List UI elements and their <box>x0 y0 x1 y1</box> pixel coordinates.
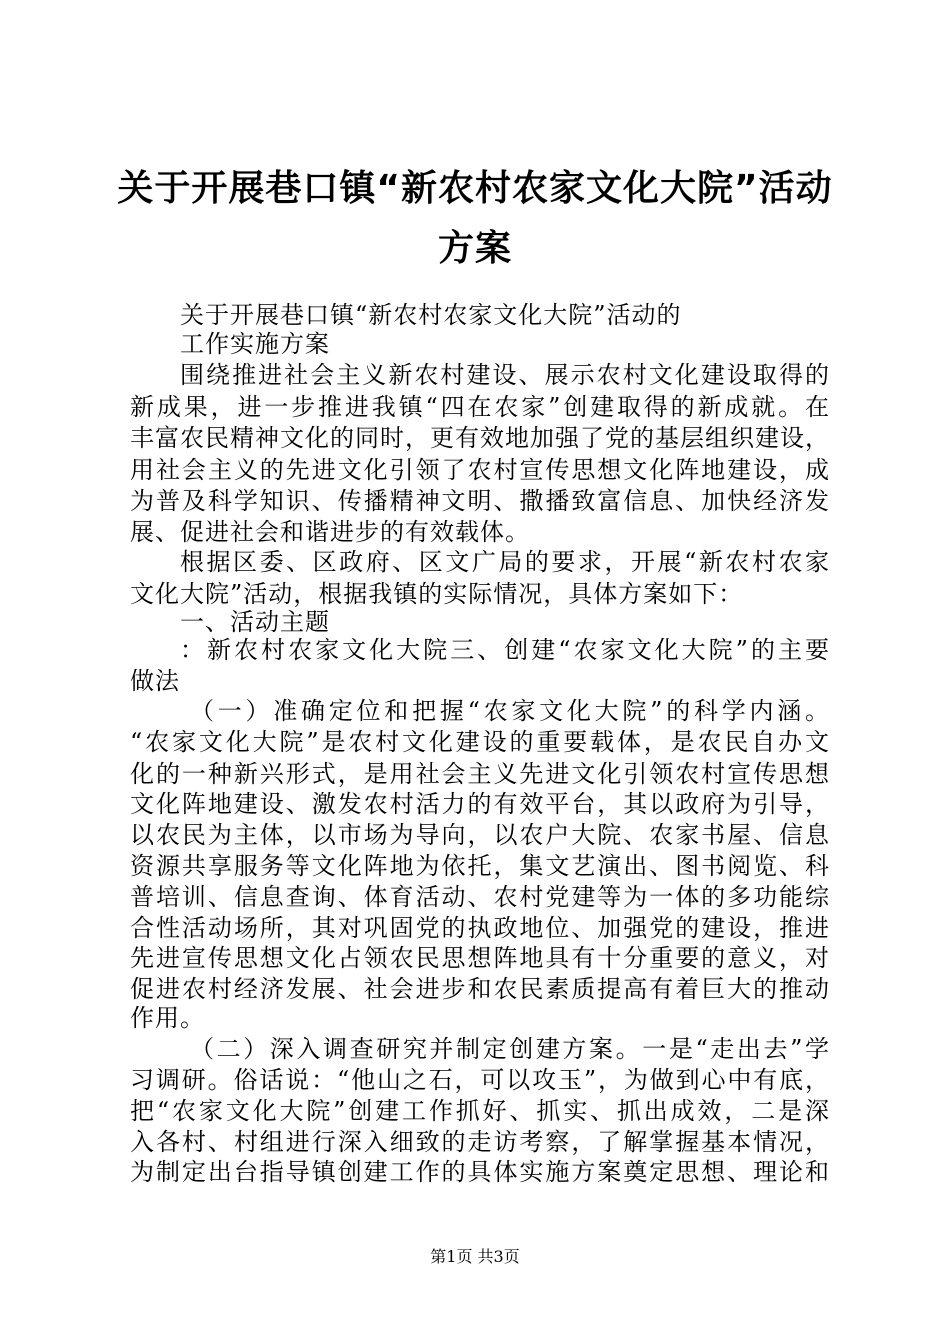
body-text-line: 用社会主义的先进文化引领了农村宣传思想文化阵地建设，成 <box>130 456 830 484</box>
body-text-line: 围绕推进社会主义新农村建设、展示农村文化建设取得的 <box>180 361 830 389</box>
body-text-line: 工作实施方案 <box>180 330 330 358</box>
document-title-line-1: 关于开展巷口镇“新农村农家文化大院”活动 <box>117 168 833 209</box>
body-text-line: 把“农家文化大院”创建工作抓好、抓实、抓出成效，二是深 <box>130 1097 830 1125</box>
body-text-line: 丰富农民精神文化的同时，更有效地加强了党的基层组织建设， <box>130 424 830 452</box>
document-title-line-2: 方案 <box>437 228 512 269</box>
body-text-line: 一、活动主题 <box>180 608 330 636</box>
body-text-line: 文化阵地建设、激发农村活力的有效平台，其以政府为引导， <box>130 790 830 818</box>
body-text-line: ：新农村农家文化大院三、创建“农家文化大院”的主要 <box>180 636 830 664</box>
body-text-line: “农家文化大院”是农村文化建设的重要载体，是农民自办文 <box>130 728 830 756</box>
body-text-line: 做法 <box>130 667 180 695</box>
body-text-line: （二）深入调查研究并制定创建方案。一是“走出去”学 <box>190 1035 830 1063</box>
body-text-line: 根据区委、区政府、区文广局的要求，开展“新农村农家 <box>180 548 830 576</box>
page-footer: 第1页 共3页 <box>430 1247 520 1266</box>
body-text-line: 文化大院”活动，根据我镇的实际情况，具体方案如下： <box>130 580 744 608</box>
body-text-line: 为制定出台指导镇创建工作的具体实施方案奠定思想、理论和 <box>130 1158 830 1186</box>
body-text-line: 先进宣传思想文化占领农民思想阵地具有十分重要的意义，对 <box>130 944 830 972</box>
body-text-line: 展、促进社会和谐进步的有效载体。 <box>130 518 530 546</box>
body-text-line: 关于开展巷口镇“新农村农家文化大院”活动的 <box>180 301 682 329</box>
body-text-line: 合性活动场所，其对巩固党的执政地位、加强党的建设，推进 <box>130 914 830 942</box>
body-text-line: 化的一种新兴形式，是用社会主义先进文化引领农村宣传思想 <box>130 760 830 788</box>
body-text-line: （一）准确定位和把握“农家文化大院”的科学内涵。 <box>190 697 830 725</box>
body-text-line: 作用。 <box>130 1004 205 1032</box>
body-text-line: 以农民为主体，以市场为导向，以农户大院、农家书屋、信息 <box>130 821 830 849</box>
body-text-line: 入各村、村组进行深入细致的走访考察，了解掌握基本情况， <box>130 1128 830 1156</box>
body-text-line: 资源共享服务等文化阵地为依托，集文艺演出、图书阅览、科 <box>130 852 830 880</box>
body-text-line: 普培训、信息查询、体育活动、农村党建等为一体的多功能综 <box>130 883 830 911</box>
body-text-line: 习调研。俗话说：“他山之石，可以攻玉”，为做到心中有底， <box>130 1066 830 1094</box>
body-text-line: 新成果，进一步推进我镇“四在农家”创建取得的新成就。在 <box>130 393 830 421</box>
body-text-line: 促进农村经济发展、社会进步和农民素质提高有着巨大的推动 <box>130 975 830 1003</box>
body-text-line: 为普及科学知识、传播精神文明、撒播致富信息、加快经济发 <box>130 487 830 515</box>
